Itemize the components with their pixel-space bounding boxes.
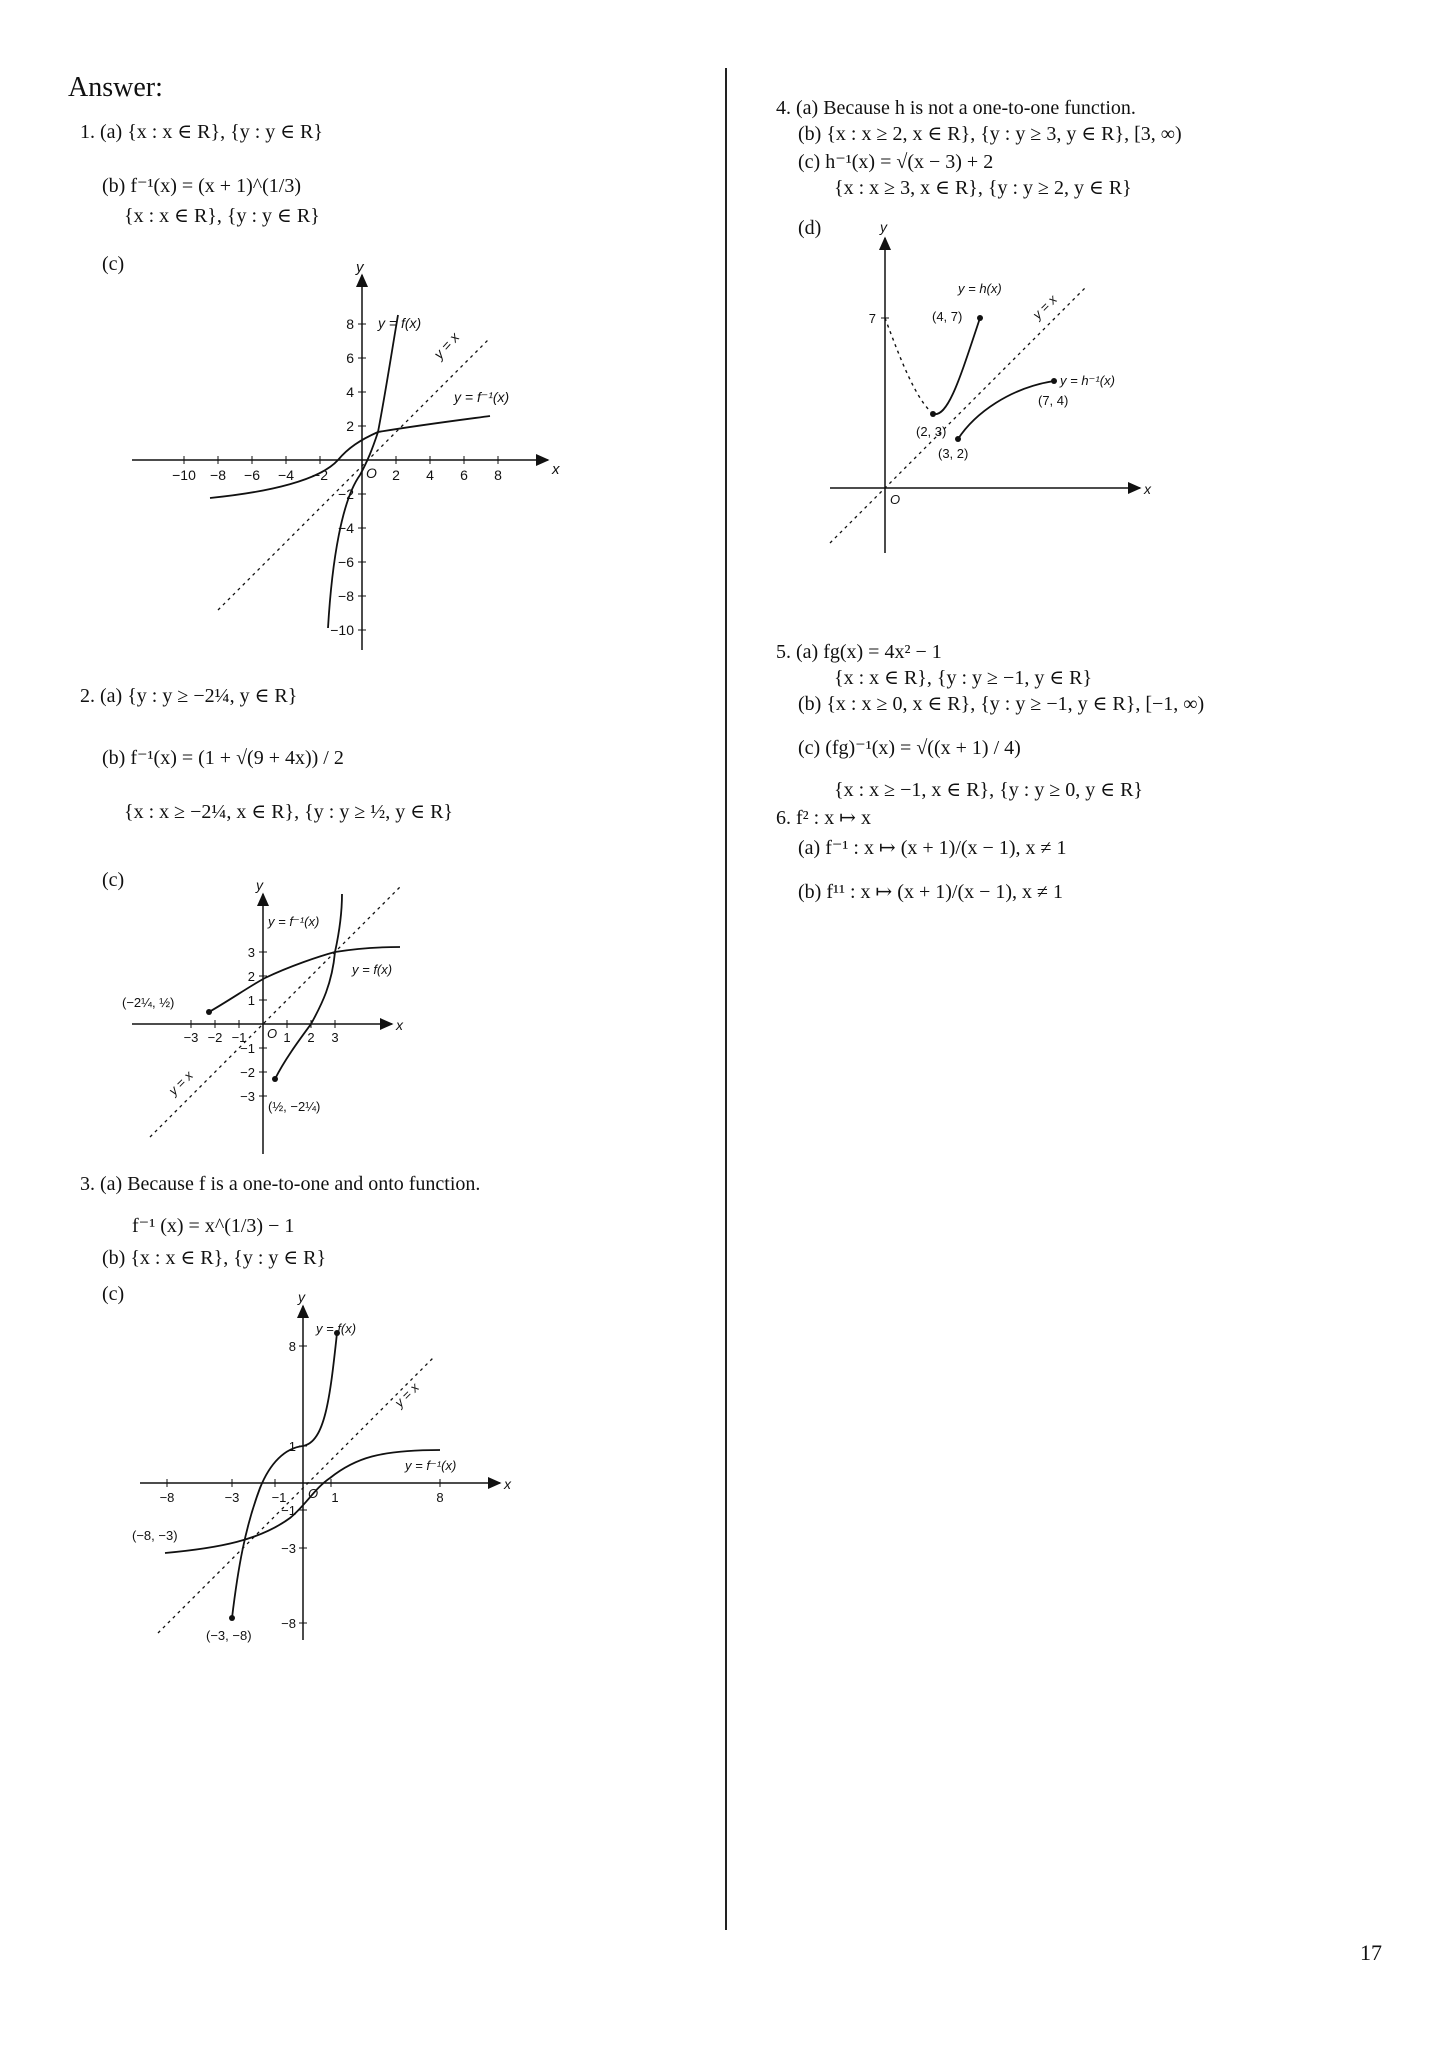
q3-c: (c) [102, 1283, 125, 1305]
point-label-2: (½, −2¼) [268, 1099, 321, 1114]
page-number: 17 [1360, 1940, 1382, 1965]
q6-a: (a) f⁻¹ : x ↦ (x + 1)/(x − 1), x ≠ 1 [798, 837, 1067, 859]
answer-heading: Answer: [68, 72, 163, 103]
y-axis-label: y [256, 877, 263, 893]
label-f-inverse: y = f⁻¹(x) [268, 914, 320, 929]
ytick: −8 [338, 588, 354, 604]
q1-c: (c) [102, 253, 125, 275]
y-axis-label: y [298, 1289, 305, 1305]
point-2-3 [930, 411, 936, 417]
point-label-1: (−2¼, ½) [122, 995, 175, 1010]
ytick: −6 [338, 554, 354, 570]
point-3-2 [955, 436, 961, 442]
curve-f [232, 1333, 337, 1618]
xtick: 8 [494, 467, 502, 483]
xtick: 1 [283, 1030, 291, 1045]
x-axis-label: x [1144, 481, 1151, 497]
x-axis-label: x [504, 1476, 511, 1492]
graph-q2 [120, 874, 440, 1159]
label-y-equals-x: y = x [391, 1379, 422, 1411]
xtick: 3 [331, 1030, 339, 1045]
xtick: −6 [244, 467, 260, 483]
curve-h-inverse [958, 381, 1054, 439]
q2-b-domain-range: {x : x ≥ −2¼, x ∈ R}, {y : y ≥ ½, y ∈ R} [124, 801, 454, 823]
xtick: −1 [271, 1490, 287, 1505]
graph-q1 [120, 260, 570, 655]
ytick: −8 [281, 1616, 296, 1631]
xtick: −3 [224, 1490, 240, 1505]
xtick: −8 [159, 1490, 175, 1505]
graph-q3 [120, 1288, 520, 1648]
origin-label: O [267, 1026, 278, 1041]
curve-h-excluded [885, 318, 933, 414]
q1-a: 1. (a) {x : x ∈ R}, {y : y ∈ R} [80, 121, 323, 143]
ytick: −3 [281, 1541, 296, 1556]
ytick: 1 [247, 993, 255, 1008]
label-point-7-4: (7, 4) [1038, 393, 1069, 408]
x-axis-label: x [396, 1017, 403, 1033]
origin-label: O [366, 465, 377, 481]
ytick: 8 [288, 1339, 296, 1354]
xtick: 2 [307, 1030, 315, 1045]
q3-b: (b) {x : x ∈ R}, {y : y ∈ R} [102, 1247, 327, 1269]
point-label-2: (−3, −8) [206, 1628, 252, 1643]
xtick: 1 [331, 1490, 339, 1505]
point-4-7 [977, 315, 983, 321]
xtick: 8 [436, 1490, 444, 1505]
xtick: −2 [207, 1030, 223, 1045]
origin-label: O [308, 1486, 319, 1501]
ytick: −2 [338, 486, 354, 502]
endpoint-f [229, 1615, 235, 1621]
ytick: 7 [868, 311, 876, 326]
ytick: 3 [247, 945, 255, 960]
ytick: 2 [247, 969, 255, 984]
label-h: y = h(x) [958, 281, 1002, 296]
q4-c-domain-range: {x : x ≥ 3, x ∈ R}, {y : y ≥ 2, y ∈ R} [834, 177, 1132, 199]
ytick: −1 [240, 1041, 255, 1056]
q5-c-inverse: (c) (fg)⁻¹(x) = √((x + 1) / 4) [798, 737, 1021, 759]
xtick: −4 [278, 467, 294, 483]
label-f: y = f(x) [352, 962, 393, 977]
q5-a-domain-range: {x : x ∈ R}, {y : y ≥ −1, y ∈ R} [834, 667, 1093, 689]
point-label-1: (−8, −3) [132, 1528, 178, 1543]
x-axis-label: x [552, 461, 560, 478]
ytick: 2 [346, 418, 354, 434]
label-point-3-2: (3, 2) [938, 446, 969, 461]
xtick: 4 [426, 467, 434, 483]
q3-a-inverse: f⁻¹ (x) = x^(1/3) − 1 [132, 1215, 295, 1237]
ytick: −3 [240, 1089, 255, 1104]
curve-h [933, 318, 980, 414]
q4-a: 4. (a) Because h is not a one-to-one function. [776, 97, 1136, 119]
xtick: −8 [210, 467, 226, 483]
q1-b-domain-range: {x : x ∈ R}, {y : y ∈ R} [124, 205, 320, 227]
graph-q4 [820, 218, 1160, 558]
ytick: −2 [240, 1065, 255, 1080]
xtick: 2 [392, 467, 400, 483]
label-y-equals-x: y = x [430, 329, 463, 363]
label-h-inverse: y = h⁻¹(x) [1060, 373, 1115, 388]
xtick: −10 [172, 467, 196, 483]
xtick: 6 [460, 467, 468, 483]
column-divider [725, 68, 727, 1930]
xtick: −1 [231, 1030, 247, 1045]
origin-label: O [890, 492, 901, 507]
q2-a: 2. (a) {y : y ≥ −2¼, y ∈ R} [80, 685, 298, 707]
q1-b-inverse: (b) f⁻¹(x) = (x + 1)^(1/3) [102, 175, 301, 197]
ytick: −10 [330, 622, 354, 638]
q6-b: (b) f¹¹ : x ↦ (x + 1)/(x − 1), x ≠ 1 [798, 881, 1064, 903]
label-f-inverse: y = f⁻¹(x) [405, 1458, 457, 1473]
label-f: y = f(x) [316, 1321, 357, 1336]
q2-c: (c) [102, 869, 125, 891]
line-y-equals-x [830, 288, 1085, 543]
label-point-2-3: (2, 3) [916, 424, 947, 439]
ytick: 4 [346, 384, 354, 400]
point-7-4 [1051, 378, 1057, 384]
q5-a: 5. (a) fg(x) = 4x² − 1 [776, 641, 942, 663]
xtick: −3 [183, 1030, 199, 1045]
ytick: −4 [338, 520, 354, 536]
ytick: 6 [346, 350, 354, 366]
label-point-4-7: (4, 7) [932, 309, 963, 324]
ytick: −1 [281, 1503, 296, 1518]
q2-b-inverse: (b) f⁻¹(x) = (1 + √(9 + 4x)) / 2 [102, 747, 344, 769]
q4-b: (b) {x : x ≥ 2, x ∈ R}, {y : y ≥ 3, y ∈ R}, [3, ∞) [798, 123, 1182, 145]
q4-d: (d) [798, 217, 822, 239]
label-y-equals-x: y = x [1029, 291, 1060, 323]
y-axis-label: y [880, 219, 887, 235]
curve-f [328, 315, 398, 628]
xtick: −2 [312, 467, 328, 483]
q5-c-domain-range: {x : x ≥ −1, x ∈ R}, {y : y ≥ 0, y ∈ R} [834, 779, 1144, 801]
ytick: 1 [288, 1439, 296, 1454]
curve-f [209, 947, 400, 1012]
q5-b: (b) {x : x ≥ 0, x ∈ R}, {y : y ≥ −1, y ∈ R}, [−1, ∞) [798, 693, 1205, 715]
q3-a: 3. (a) Because f is a one-to-one and onto function. [80, 1173, 481, 1195]
ytick: 8 [346, 316, 354, 332]
endpoint-f-inverse [272, 1076, 278, 1082]
label-y-equals-x: y = x [165, 1067, 196, 1099]
label-f: y = f(x) [378, 315, 422, 331]
q6-main: 6. f² : x ↦ x [776, 807, 871, 829]
y-axis-label: y [356, 260, 364, 276]
q4-c-inverse: (c) h⁻¹(x) = √(x − 3) + 2 [798, 151, 994, 173]
endpoint-f [206, 1009, 212, 1015]
label-f-inverse: y = f⁻¹(x) [454, 389, 510, 405]
